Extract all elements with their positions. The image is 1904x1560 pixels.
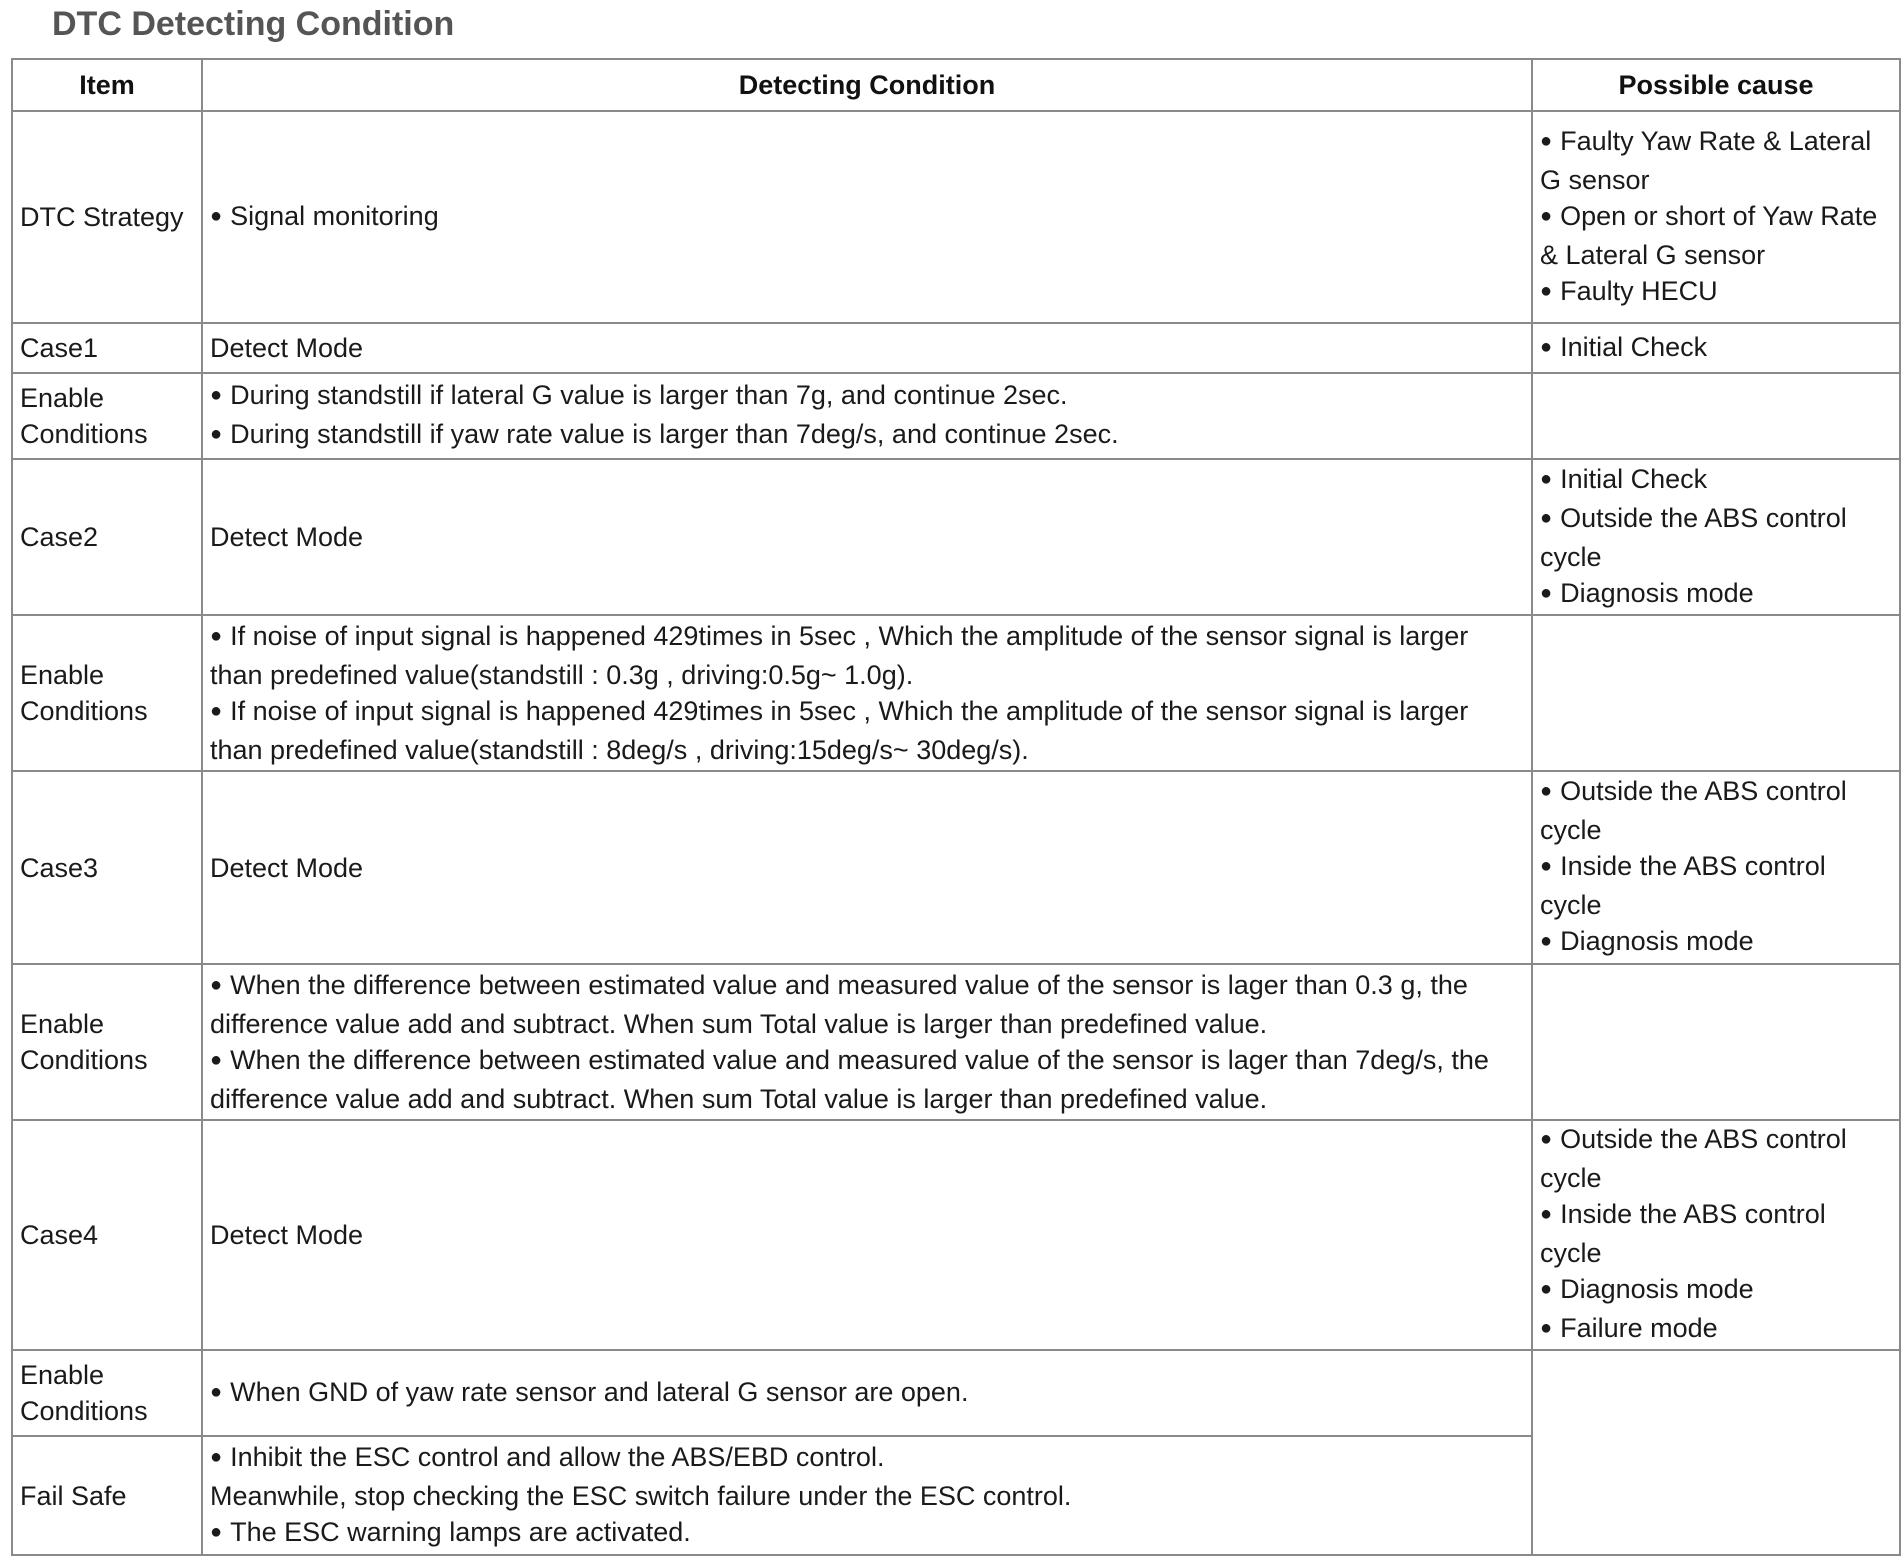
cell-item — [12, 111, 202, 323]
item-text: Conditions — [20, 696, 148, 726]
item-text: Case1 — [20, 333, 99, 363]
cell-detecting-condition — [202, 615, 1532, 771]
table-row — [12, 615, 1900, 771]
table-row — [12, 459, 1900, 615]
table-row — [12, 771, 1900, 964]
table-body — [12, 111, 1900, 1555]
cause-bullet-item: ● Diagnosis mode — [1540, 923, 1892, 962]
cell-possible-cause — [1532, 459, 1900, 615]
cause-bullet-item: ● Diagnosis mode — [1540, 1271, 1892, 1310]
condition-bullet-item: ● Inhibit the ESC control and allow the ABS/EBD control. — [210, 1439, 1524, 1478]
cause-bullet-item: ● Outside the ABS control cycle — [1540, 1121, 1892, 1196]
cause-bullet-item: ● Open or short of Yaw Rate & Lateral G sensor — [1540, 198, 1892, 273]
condition-text: Meanwhile, stop checking the ESC switch failure under the ESC control. — [210, 1480, 1072, 1511]
cell-detecting-condition — [202, 1436, 1532, 1555]
item-text: Enable — [20, 383, 105, 413]
item-text: Enable — [20, 660, 105, 690]
condition-text: Detect Mode — [210, 852, 364, 883]
cause-bullet-item: ● Initial Check — [1540, 329, 1892, 368]
cell-detecting-condition — [202, 1350, 1532, 1436]
table-row — [12, 964, 1900, 1120]
item-text: DTC Strategy — [20, 202, 184, 232]
item-text: Conditions — [20, 1045, 148, 1075]
condition-text: Detect Mode — [210, 333, 364, 363]
condition-bullet-item: ● Signal monitoring — [210, 198, 1524, 237]
condition-bullet-item: ● The ESC warning lamps are activated. — [210, 1514, 1524, 1553]
cell-possible-cause — [1532, 1350, 1900, 1555]
cause-bullet-item: ● Faulty Yaw Rate & Lateral G sensor — [1540, 123, 1892, 198]
table-row — [12, 1120, 1900, 1350]
table-row — [12, 111, 1900, 323]
cause-bullet-item: ● Faulty HECU — [1540, 273, 1892, 312]
item-text: Conditions — [20, 419, 148, 449]
cell-detecting-condition — [202, 771, 1532, 964]
item-text: Enable — [20, 1009, 105, 1039]
cell-possible-cause — [1532, 615, 1900, 771]
condition-bullet-item: ● When GND of yaw rate sensor and lateral G sensor are open. — [210, 1374, 1524, 1413]
cell-item — [12, 323, 202, 373]
table-row — [12, 373, 1900, 459]
item-text: Case2 — [20, 522, 99, 552]
cell-item — [12, 964, 202, 1120]
cell-item — [12, 615, 202, 771]
condition-bullet-item: ● During standstill if lateral G value is larger than 7g, and continue 2sec. — [210, 377, 1524, 416]
page-title: DTC Detecting Condition — [52, 5, 455, 43]
cell-detecting-condition — [202, 1120, 1532, 1350]
header-item: Item — [12, 59, 202, 111]
dtc-table — [11, 58, 1901, 1556]
item-text: Case3 — [20, 852, 99, 883]
item-text: Enable — [20, 1360, 105, 1390]
cell-detecting-condition — [202, 323, 1532, 373]
cause-bullet-item: ● Outside the ABS control cycle — [1540, 773, 1892, 848]
cause-bullet-item: ● Inside the ABS control cycle — [1540, 1196, 1892, 1271]
cell-item — [12, 373, 202, 459]
condition-bullet-item: ● During standstill if yaw rate value is larger than 7deg/s, and continue 2sec. — [210, 416, 1524, 455]
cause-bullet-item: ● Outside the ABS control cycle — [1540, 500, 1892, 575]
cell-item — [12, 459, 202, 615]
cell-possible-cause — [1532, 964, 1900, 1120]
cause-bullet-item: ● Diagnosis mode — [1540, 575, 1892, 614]
item-text: Fail Safe — [20, 1480, 127, 1511]
cell-possible-cause — [1532, 771, 1900, 964]
table-row — [12, 323, 1900, 373]
cell-possible-cause — [1532, 323, 1900, 373]
table-row — [12, 1350, 1900, 1436]
condition-bullet-item: ● When the difference between estimated value and measured value of the sensor is lager than 7deg/s, the difference value add and subtract. When sum Total value is larger than predefined value. — [210, 1042, 1524, 1117]
cell-detecting-condition — [202, 111, 1532, 323]
cell-detecting-condition — [202, 459, 1532, 615]
cause-bullet-item: ● Failure mode — [1540, 1310, 1892, 1349]
condition-bullet-item: ● When the difference between estimated value and measured value of the sensor is lager than 0.3 g, the difference value add and subtract. When sum Total value is larger than predefined value. — [210, 967, 1524, 1042]
condition-text: Detect Mode — [210, 522, 364, 552]
cause-bullet-item: ● Initial Check — [1540, 461, 1892, 500]
cell-possible-cause — [1532, 1120, 1900, 1350]
cell-item — [12, 1436, 202, 1555]
item-text: Case4 — [20, 1220, 99, 1250]
table-header-row — [12, 59, 1900, 111]
cell-possible-cause — [1532, 373, 1900, 459]
header-possible-cause: Possible cause — [1532, 59, 1900, 111]
cell-item — [12, 1350, 202, 1436]
cause-bullet-item: ● Inside the ABS control cycle — [1540, 848, 1892, 923]
item-text: Conditions — [20, 1396, 148, 1426]
header-detecting-condition: Detecting Condition — [202, 59, 1532, 111]
condition-bullet-item: ● If noise of input signal is happened 429times in 5sec , Which the amplitude of the sensor signal is larger than predefined value(standstill : 0.3g , driving:0.5g~ 1.0g). — [210, 618, 1524, 693]
cell-possible-cause — [1532, 111, 1900, 323]
cell-detecting-condition — [202, 373, 1532, 459]
condition-text: Detect Mode — [210, 1220, 364, 1250]
cell-item — [12, 1120, 202, 1350]
condition-bullet-item: ● If noise of input signal is happened 429times in 5sec , Which the amplitude of the sensor signal is larger than predefined value(standstill : 8deg/s , driving:15deg/s~ 30deg/s). — [210, 693, 1524, 768]
cell-item — [12, 771, 202, 964]
cell-detecting-condition — [202, 964, 1532, 1120]
